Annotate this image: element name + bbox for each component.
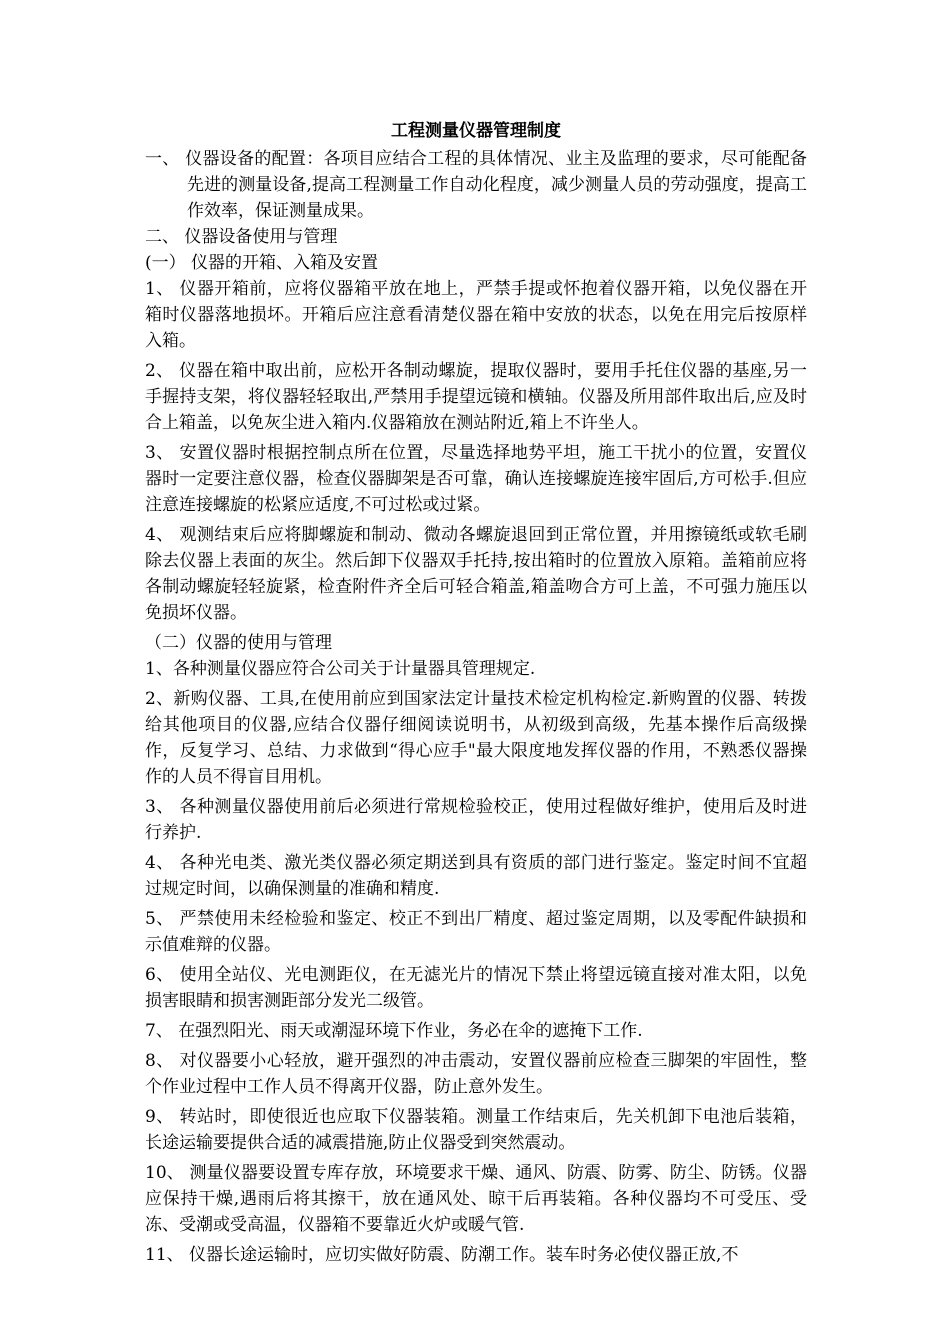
list-item: 4、 观测结束后应将脚螺旋和制动、微动各螺旋退回到正常位置，并用擦镜纸或软毛刷除去仪器上表面的灰尘。然后卸下仪器双手托持,按出箱时的位置放入原箱。盖箱前应将各制动螺旋轻轻旋紧，检查附件齐全后可轻合箱盖,箱盖吻合方可上盖，不可强力施压以免损坏仪器。 [145, 525, 807, 623]
subsection-heading-usage: （二）仪器的使用与管理 [145, 633, 332, 653]
section-heading-usage-management: 二、 仪器设备使用与管理 [145, 227, 338, 247]
list-item: 8、 对仪器要小心轻放，避开强烈的冲击震动，安置仪器前应检查三脚架的牢固性，整个作业过程中工作人员不得离开仪器，防止意外发生。 [145, 1051, 807, 1097]
paragraph-equipment-configuration: 一、 仪器设备的配置：各项目应结合工程的具体情况、业主及监理的要求，尽可能配备先进的测量设备,提高工程测量工作自动化程度，减少测量人员的劳动强度，提高工作效率，保证测量成果。 [145, 149, 807, 221]
document-page [145, 118, 807, 1272]
list-item: 6、 使用全站仪、光电测距仪，在无滤光片的情况下禁止将望远镜直接对准太阳，以免损害眼睛和损害测距部分发光二级管。 [145, 965, 807, 1011]
list-item: 10、 测量仪器要设置专库存放，环境要求干燥、通风、防震、防雾、防尘、防锈。仪器应保持干燥,遇雨后将其擦干，放在通风处、晾干后再装箱。各种仪器均不可受压、受冻、受潮或受高温，仪器箱不要靠近火炉或暖气管. [145, 1163, 807, 1235]
list-item: 1、 仪器开箱前，应将仪器箱平放在地上，严禁手提或怀抱着仪器开箱，以免仪器在开箱时仪器落地损坏。开箱后应注意看清楚仪器在箱中安放的状态，以免在用完后按原样入箱。 [145, 279, 807, 351]
list-item: 2、 仪器在箱中取出前，应松开各制动螺旋，提取仪器时，要用手托住仪器的基座,另一手握持支架，将仪器轻轻取出,严禁用手提望远镜和横轴。仪器及所用部件取出后,应及时合上箱盖，以免灰尘进入箱内.仪器箱放在测站附近,箱上不许坐人。 [145, 361, 807, 433]
subsection-heading-unboxing: (一） 仪器的开箱、入箱及安置 [145, 253, 379, 273]
list-item: 3、 安置仪器时根据控制点所在位置，尽量选择地势平坦，施工干扰小的位置，安置仪器时一定要注意仪器，检查仪器脚架是否可靠，确认连接螺旋连接牢固后,方可松手.但应注意连接螺旋的松紧应适度,不可过松或过紧。 [145, 443, 807, 515]
list-item: 1、各种测量仪器应符合公司关于计量器具管理规定. [145, 659, 536, 679]
list-item: 2、新购仪器、工具,在使用前应到国家法定计量技术检定机构检定.新购置的仪器、转拨给其他项目的仪器,应结合仪器仔细阅读说明书，从初级到高级，先基本操作后高级操作，反复学习、总结、力求做到“得心应手"最大限度地发挥仪器的作用，不熟悉仪器操作的人员不得盲目用机。 [145, 689, 807, 787]
list-item: 4、 各种光电类、激光类仪器必须定期送到具有资质的部门进行鉴定。鉴定时间不宜超过规定时间，以确保测量的准确和精度. [145, 853, 807, 899]
list-item: 9、 转站时，即使很近也应取下仪器装箱。测量工作结束后，先关机卸下电池后装箱，长途运输要提供合适的减震措施,防止仪器受到突然震动。 [145, 1107, 807, 1153]
document-title: 工程测量仪器管理制度 [391, 121, 561, 141]
list-item: 3、 各种测量仪器使用前后必须进行常规检验校正，使用过程做好维护，使用后及时进行养护. [145, 797, 807, 843]
list-item: 5、 严禁使用未经检验和鉴定、校正不到出厂精度、超过鉴定周期，以及零配件缺损和示值难辩的仪器。 [145, 909, 807, 955]
list-item: 11、 仪器长途运输时，应切实做好防震、防潮工作。装车时务必使仪器正放,不 [145, 1245, 739, 1265]
list-item: 7、 在强烈阳光、雨天或潮湿环境下作业，务必在伞的遮掩下工作. [145, 1021, 643, 1041]
